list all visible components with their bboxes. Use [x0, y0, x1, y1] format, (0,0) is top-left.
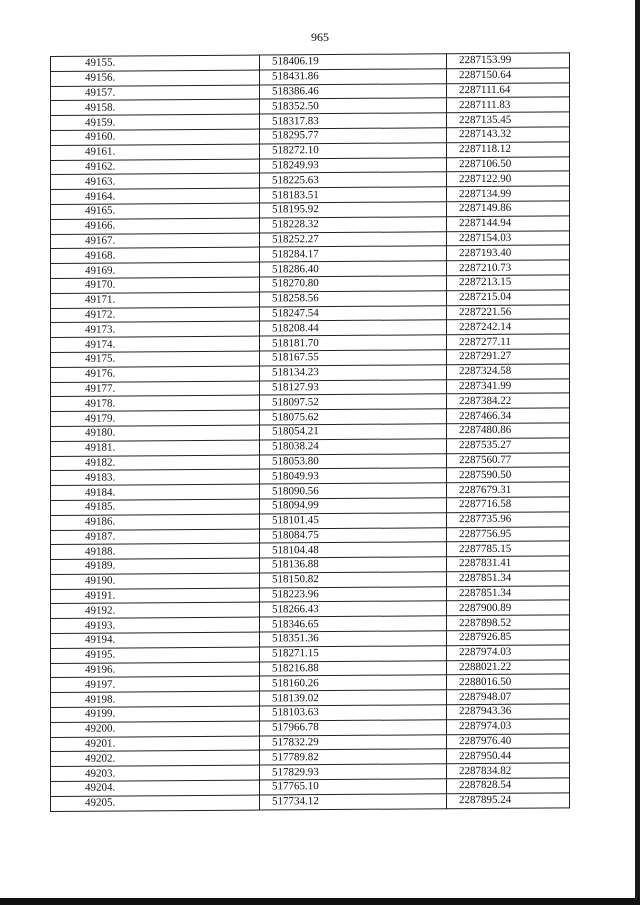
point-number-cell: 49169.	[51, 262, 260, 278]
easting-cell: 518270.80	[260, 276, 447, 292]
point-number-cell: 49195.	[51, 647, 260, 663]
northing-cell: 2287210.73	[447, 260, 570, 276]
point-number-cell: 49178.	[51, 395, 260, 411]
easting-cell: 518258.56	[260, 290, 447, 306]
northing-cell: 2287221.56	[447, 304, 570, 320]
easting-cell: 518054.21	[260, 424, 447, 440]
northing-cell: 2287948.07	[447, 689, 570, 705]
point-number-cell: 49180.	[51, 425, 260, 441]
point-number-cell: 49199.	[51, 706, 260, 722]
easting-cell: 518216.88	[260, 660, 447, 676]
easting-cell: 518352.50	[260, 98, 447, 114]
coordinates-table-body	[51, 53, 570, 811]
point-number-cell: 49155.	[51, 55, 260, 71]
point-number-cell: 49179.	[51, 410, 260, 426]
point-number-cell: 49161.	[51, 144, 260, 160]
easting-cell: 518284.17	[260, 246, 447, 262]
point-number-cell: 49175.	[51, 351, 260, 367]
northing-cell: 2287291.27	[447, 349, 570, 365]
northing-cell: 2287150.64	[447, 68, 570, 84]
easting-cell: 518104.48	[260, 542, 447, 558]
point-number-cell: 49159.	[51, 114, 260, 130]
point-number-cell: 49183.	[51, 469, 260, 485]
easting-cell: 518097.52	[260, 394, 447, 410]
northing-cell: 2287193.40	[447, 245, 570, 261]
northing-cell: 2287106.50	[447, 156, 570, 172]
point-number-cell: 49181.	[51, 440, 260, 456]
easting-cell: 518228.32	[260, 216, 447, 232]
easting-cell: 518183.51	[260, 187, 447, 203]
point-number-cell: 49167.	[51, 233, 260, 249]
point-number-cell: 49171.	[51, 292, 260, 308]
northing-cell: 2287898.52	[447, 615, 570, 631]
coordinates-table	[50, 52, 570, 811]
northing-cell: 2287324.58	[447, 364, 570, 380]
easting-cell: 518103.63	[260, 705, 447, 721]
point-number-cell: 49176.	[51, 366, 260, 382]
point-number-cell: 49165.	[51, 203, 260, 219]
scan-edge-bottom	[0, 898, 640, 905]
northing-cell: 2287144.94	[447, 216, 570, 232]
northing-cell: 2287122.90	[447, 171, 570, 187]
easting-cell: 518053.80	[260, 453, 447, 469]
northing-cell: 2287785.15	[447, 541, 570, 557]
table-row	[51, 793, 570, 811]
easting-cell: 518386.46	[260, 83, 447, 99]
easting-cell: 518208.44	[260, 320, 447, 336]
northing-cell: 2287560.77	[447, 452, 570, 468]
easting-cell: 518317.83	[260, 113, 447, 129]
point-number-cell: 49168.	[51, 247, 260, 263]
easting-cell: 518266.43	[260, 601, 447, 617]
point-number-cell: 49185.	[51, 499, 260, 515]
point-number-cell: 49166.	[51, 218, 260, 234]
easting-cell: 518139.02	[260, 690, 447, 706]
easting-cell: 518351.36	[260, 631, 447, 647]
point-number-cell: 49205.	[51, 795, 260, 811]
northing-cell: 2287756.95	[447, 526, 570, 542]
easting-cell: 518084.75	[260, 527, 447, 543]
point-number-cell: 49170.	[51, 277, 260, 293]
point-number-cell: 49198.	[51, 691, 260, 707]
point-number-cell: 49174.	[51, 336, 260, 352]
easting-cell: 517789.82	[260, 749, 447, 765]
northing-cell: 2287118.12	[447, 142, 570, 158]
northing-cell: 2287111.64	[447, 82, 570, 98]
northing-cell: 2287143.32	[447, 127, 570, 143]
easting-cell: 517829.93	[260, 764, 447, 780]
point-number-cell: 49196.	[51, 662, 260, 678]
easting-cell: 518195.92	[260, 202, 447, 218]
easting-cell: 518271.15	[260, 646, 447, 662]
point-number-cell: 49173.	[51, 321, 260, 337]
northing-cell: 2287851.34	[447, 586, 570, 602]
point-number-cell: 49193.	[51, 617, 260, 633]
northing-cell: 2287242.14	[447, 319, 570, 335]
easting-cell: 518150.82	[260, 572, 447, 588]
northing-cell: 2287277.11	[447, 334, 570, 350]
scan-edge-right	[635, 0, 640, 905]
northing-cell: 2287135.45	[447, 112, 570, 128]
northing-cell: 2287679.31	[447, 482, 570, 498]
northing-cell: 2287834.82	[447, 763, 570, 779]
easting-cell: 518160.26	[260, 675, 447, 691]
easting-cell: 518049.93	[260, 468, 447, 484]
point-number-cell: 49194.	[51, 632, 260, 648]
northing-cell: 2287831.41	[447, 556, 570, 572]
easting-cell: 517966.78	[260, 720, 447, 736]
easting-cell: 518075.62	[260, 409, 447, 425]
northing-cell: 2287111.83	[447, 97, 570, 113]
easting-cell: 518431.86	[260, 69, 447, 85]
point-number-cell: 49188.	[51, 543, 260, 559]
northing-cell: 2287974.03	[447, 719, 570, 735]
point-number-cell: 49156.	[51, 70, 260, 86]
northing-cell: 2287976.40	[447, 734, 570, 750]
easting-cell: 518127.93	[260, 379, 447, 395]
northing-cell: 2287590.50	[447, 467, 570, 483]
easting-cell: 518252.27	[260, 231, 447, 247]
point-number-cell: 49186.	[51, 514, 260, 530]
easting-cell: 518223.96	[260, 586, 447, 602]
point-number-cell: 49187.	[51, 529, 260, 545]
northing-cell: 2287943.36	[447, 704, 570, 720]
northing-cell: 2287851.34	[447, 571, 570, 587]
point-number-cell: 49158.	[51, 99, 260, 115]
northing-cell: 2287950.44	[447, 748, 570, 764]
easting-cell: 518038.24	[260, 438, 447, 454]
point-number-cell: 49184.	[51, 484, 260, 500]
northing-cell: 2287149.86	[447, 201, 570, 217]
point-number-cell: 49197.	[51, 677, 260, 693]
northing-cell: 2287154.03	[447, 230, 570, 246]
point-number-cell: 49182.	[51, 455, 260, 471]
easting-cell: 518225.63	[260, 172, 447, 188]
point-number-cell: 49164.	[51, 188, 260, 204]
easting-cell: 518247.54	[260, 305, 447, 321]
easting-cell: 518134.23	[260, 364, 447, 380]
point-number-cell: 49157.	[51, 85, 260, 101]
coordinates-table-wrapper	[50, 52, 570, 811]
northing-cell: 2287213.15	[447, 275, 570, 291]
easting-cell: 518406.19	[260, 54, 447, 70]
easting-cell: 518181.70	[260, 335, 447, 351]
page-number: 965	[311, 30, 329, 44]
northing-cell: 2287215.04	[447, 290, 570, 306]
northing-cell: 2287895.24	[447, 793, 570, 809]
easting-cell: 518286.40	[260, 261, 447, 277]
northing-cell: 2287341.99	[447, 378, 570, 394]
northing-cell: 2287974.03	[447, 645, 570, 661]
point-number-cell: 49160.	[51, 129, 260, 145]
easting-cell: 517765.10	[260, 779, 447, 795]
northing-cell: 2287535.27	[447, 438, 570, 454]
northing-cell: 2287716.58	[447, 497, 570, 513]
easting-cell: 518101.45	[260, 512, 447, 528]
point-number-cell: 49204.	[51, 780, 260, 796]
northing-cell: 2287735.96	[447, 512, 570, 528]
easting-cell: 517734.12	[260, 794, 447, 810]
point-number-cell: 49162.	[51, 159, 260, 175]
point-number-cell: 49189.	[51, 558, 260, 574]
easting-cell: 517832.29	[260, 734, 447, 750]
point-number-cell: 49190.	[51, 573, 260, 589]
point-number-cell: 49203.	[51, 765, 260, 781]
point-number-cell: 49172.	[51, 307, 260, 323]
point-number-cell: 49201.	[51, 736, 260, 752]
northing-cell: 2287466.34	[447, 408, 570, 424]
northing-cell: 2287828.54	[447, 778, 570, 794]
easting-cell: 518167.55	[260, 350, 447, 366]
easting-cell: 518346.65	[260, 616, 447, 632]
easting-cell: 518249.93	[260, 157, 447, 173]
easting-cell: 518136.88	[260, 557, 447, 573]
point-number-cell: 49191.	[51, 588, 260, 604]
easting-cell: 518090.56	[260, 483, 447, 499]
northing-cell: 2287480.86	[447, 423, 570, 439]
northing-cell: 2287384.22	[447, 393, 570, 409]
northing-cell: 2287900.89	[447, 600, 570, 616]
northing-cell: 2288021.22	[447, 660, 570, 676]
northing-cell: 2288016.50	[447, 674, 570, 690]
northing-cell: 2287134.99	[447, 186, 570, 202]
point-number-cell: 49192.	[51, 603, 260, 619]
easting-cell: 518094.99	[260, 498, 447, 514]
point-number-cell: 49200.	[51, 721, 260, 737]
point-number-cell: 49163.	[51, 173, 260, 189]
northing-cell: 2287926.85	[447, 630, 570, 646]
northing-cell: 2287153.99	[447, 53, 570, 69]
point-number-cell: 49202.	[51, 750, 260, 766]
easting-cell: 518295.77	[260, 128, 447, 144]
easting-cell: 518272.10	[260, 143, 447, 159]
point-number-cell: 49177.	[51, 381, 260, 397]
